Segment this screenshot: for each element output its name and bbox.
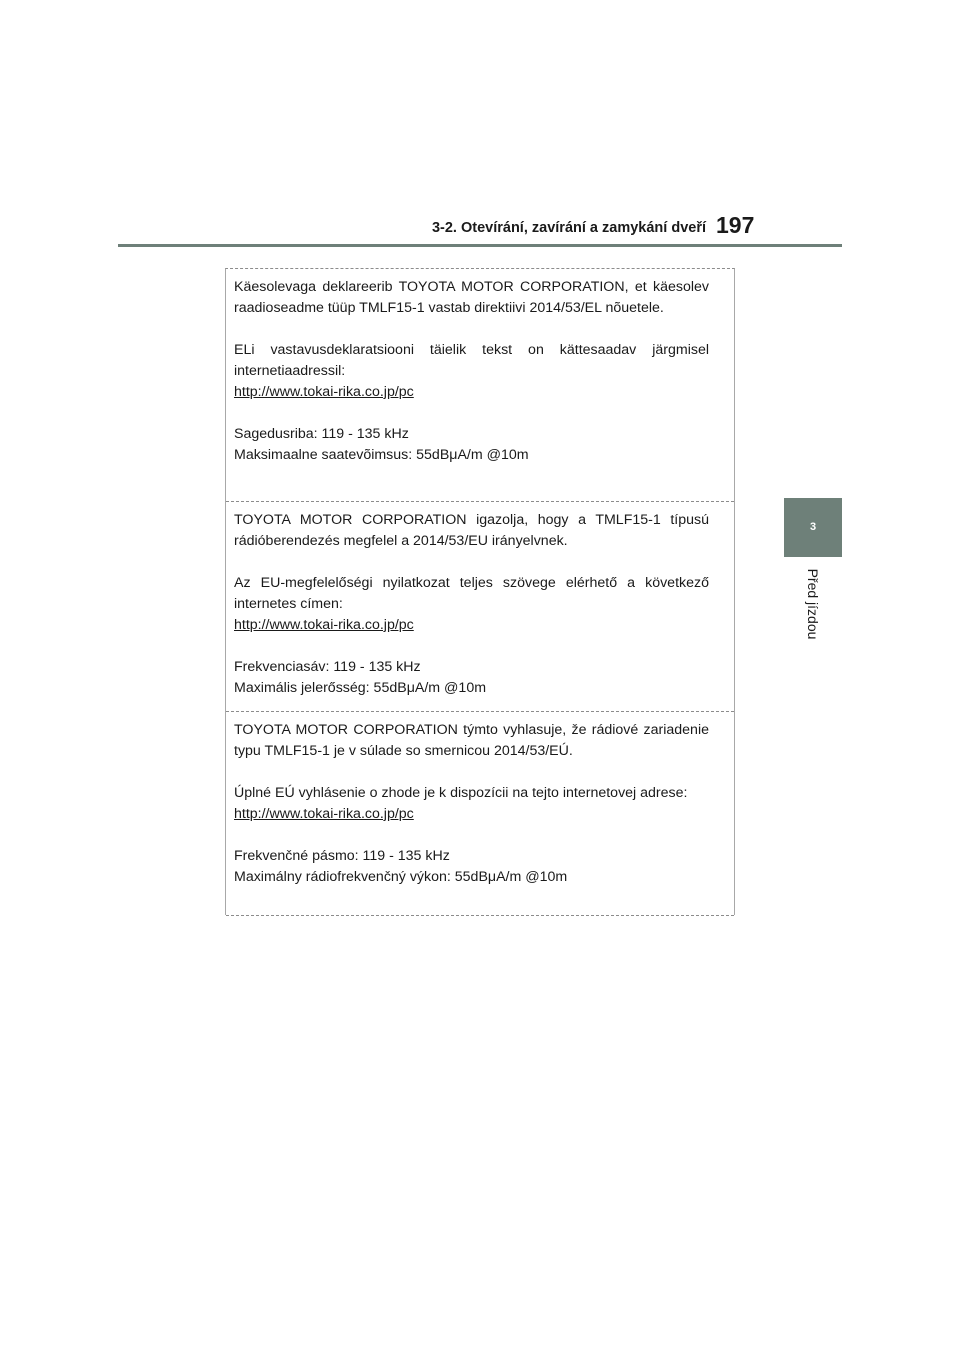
declaration-section-slovak xyxy=(226,712,734,916)
frequency-text: Sagedusriba: 119 - 135 kHz xyxy=(234,426,409,442)
power-text: Maximálny rádiofrekvenčný výkon: 55dBμA/m @10m xyxy=(234,869,568,885)
declaration-section-hungarian xyxy=(226,502,734,712)
declaration-text: Käesolevaga deklareerib TOYOTA MOTOR CORPORATION, et käesolev raadioseadme tüüp TMLF15-1 vastab direktiivi 2014/53/EL nõuetele. xyxy=(234,279,709,316)
declaration-section-estonian xyxy=(226,269,734,502)
info-block xyxy=(234,340,709,403)
header-divider xyxy=(118,244,842,247)
chapter-label: Před jízdou xyxy=(805,568,821,640)
chapter-tab xyxy=(784,498,842,557)
declaration-link[interactable]: http://www.tokai-rika.co.jp/pc xyxy=(234,384,414,400)
spec-block xyxy=(234,657,709,699)
info-block xyxy=(234,573,709,636)
info-text: ELi vastavusdeklaratsiooni täielik tekst on kättesaadav järgmisel internetiaadressil: xyxy=(234,342,709,379)
power-text: Maksimaalne saatevõimsus: 55dBμA/m @10m xyxy=(234,447,529,463)
chapter-number: 3 xyxy=(809,521,817,533)
info-text: Az EU-megfelelőségi nyilatkozat teljes szövege elérhető a következő internetes címen: xyxy=(234,575,709,612)
declaration-box xyxy=(225,268,735,915)
page-number: 197 xyxy=(716,212,755,238)
declaration-text: TOYOTA MOTOR CORPORATION týmto vyhlasuje, že rádiové zariadenie typu TMLF15-1 je v súlade so smernicou 2014/53/EÚ. xyxy=(234,722,709,759)
info-text: Úplné EÚ vyhlásenie o zhode je k dispozícii na tejto internetovej adrese: xyxy=(234,785,688,801)
frequency-text: Frekvenčné pásmo: 119 - 135 kHz xyxy=(234,848,450,864)
info-block xyxy=(234,783,709,825)
frequency-text: Frekvenciasáv: 119 - 135 kHz xyxy=(234,659,421,675)
power-text: Maximális jelerősség: 55dBμA/m @10m xyxy=(234,680,487,696)
spec-block xyxy=(234,846,709,888)
declaration-link[interactable]: http://www.tokai-rika.co.jp/pc xyxy=(234,806,414,822)
declaration-text: TOYOTA MOTOR CORPORATION igazolja, hogy a TMLF15-1 típusú rádióberendezés megfelel a 2014/53/EU irányelvnek. xyxy=(234,512,709,549)
declaration-link[interactable]: http://www.tokai-rika.co.jp/pc xyxy=(234,617,414,633)
section-title: 3-2. Otevírání, zavírání a zamykání dveří xyxy=(431,220,706,236)
spec-block xyxy=(234,424,709,466)
